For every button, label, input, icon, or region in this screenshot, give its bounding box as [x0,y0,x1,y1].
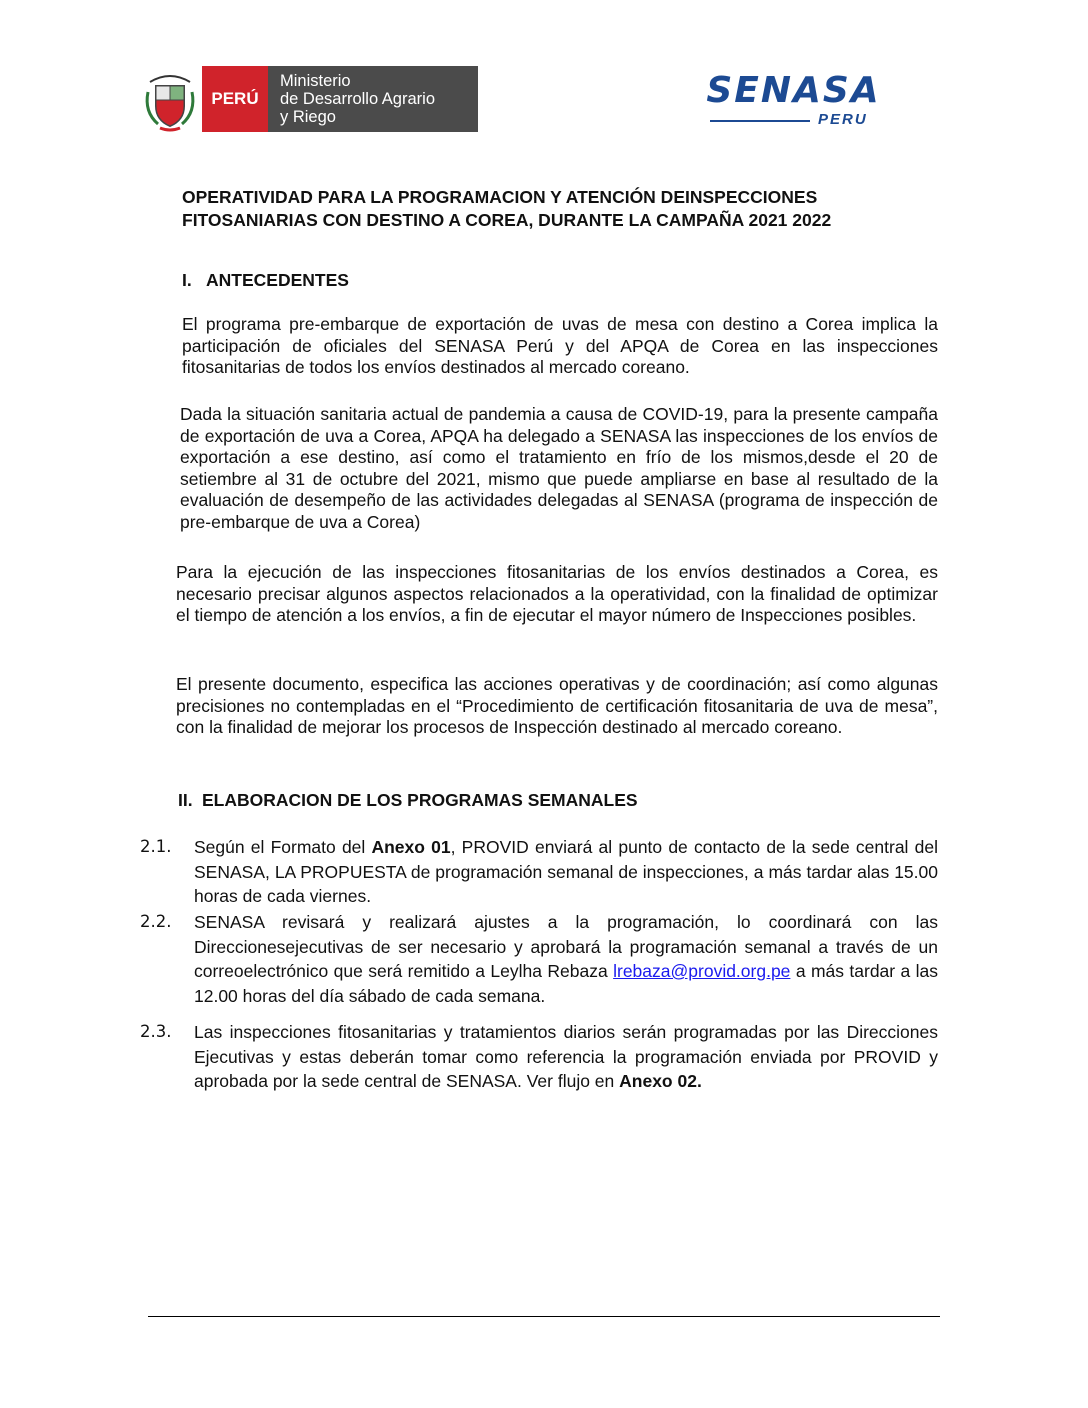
list-number: 2.2. [140,912,172,931]
senasa-rule [710,120,810,122]
section-heading-programas [178,790,638,811]
section-number: II. [178,790,193,810]
section-title: ANTECEDENTES [206,270,349,290]
ministry-line: Ministerio [280,72,351,90]
document-title [182,186,922,232]
section-heading-antecedentes [182,270,349,291]
ministry-line: de Desarrollo Agrario [280,90,435,108]
section-title: ELABORACION DE LOS PROGRAMAS SEMANALES [202,790,638,810]
coat-of-arms-icon [142,68,198,132]
list-text: Las inspecciones fitosanitarias y tratamientos diarios serán programadas por las Direcciones Ejecutivas y estas deberán tomar como referencia la programación enviada por PROVID y aprobada por la sede central de SENASA. Ver flujo en Anexo 02. [194,1022,938,1091]
senasa-name: SENASA [706,70,881,111]
paragraph: El programa pre-embarque de exportación de uvas de mesa con destino a Corea implica la participación de oficiales del SENASA Perú y del APQA de Corea en las inspecciones fitosanitarias de todos los envíos destinados al mercado coreano. [182,314,938,377]
ministry-line: y Riego [280,108,336,126]
peru-label: PERÚ [202,66,268,132]
list-text: Según el Formato del Anexo 01, PROVID enviará al punto de contacto de la sede central del SENASA, LA PROPUESTA de programación semanal de inspecciones, a más tardar alas 15.00 horas de cada viernes. [194,837,938,906]
section-number: I. [182,270,192,290]
paragraph: Dada la situación sanitaria actual de pandemia a causa de COVID-19, para la presente campaña de exportación de uva a Corea, APQA ha delegado a SENASA las inspecciones de los envíos de exportación a ese destino, así como el tratamiento en frío de los mismos,desde el 20 de setiembre al 31 de octubre del 2021, mismo que puede ampliarse en base al resultado de la evaluación de desempeño de las actividades delegadas al SENASA (programa de inspección de pre-embarque de uva a Corea) [180,404,938,532]
page-header [140,64,880,136]
annex-reference: Anexo 02. [619,1071,702,1091]
senasa-subtitle: PERU [818,111,868,128]
paragraph: Para la ejecución de las inspecciones fitosanitarias de los envíos destinados a Corea, es necesario precisar algunos aspectos relacionados a la operatividad, con la finalidad de optimizar el tiempo de atención a los envíos, a fin de ejecutar el mayor número de Inspecciones posibles. [176,562,938,625]
list-number: 2.3. [140,1022,172,1041]
list-number: 2.1. [140,837,172,856]
email-link[interactable]: lrebaza@provid.org.pe [613,961,791,981]
list-text: SENASA revisará y realizará ajustes a la programación, lo coordinará con las Direccionesejecutivas de ser necesario y aprobará la programación semanal a través de un correoelectrónico que será remitido a Leylha Rebaza lrebaza@provid.org.pe a más tardar a las 12.00 horas del día sábado de cada semana. [194,912,939,1006]
senasa-logo [706,70,881,130]
paragraph: El presente documento, especifica las acciones operativas y de coordinación; así como algunas precisiones no contempladas en el “Procedimiento de certificación fitosanitaria de uva de mesa”, con la finalidad de mejorar los procesos de Inspección destinado al mercado coreano. [176,674,938,737]
title-line: OPERATIVIDAD PARA LA PROGRAMACION Y ATENCIÓN DEINSPECCIONES [182,187,818,207]
ministry-name [268,66,478,132]
footer-divider [148,1316,940,1317]
annex-reference: Anexo 01 [371,837,451,857]
title-line: FITOSANIARIAS CON DESTINO A COREA, DURANTE LA CAMPAÑA 2021 2022 [182,210,832,230]
